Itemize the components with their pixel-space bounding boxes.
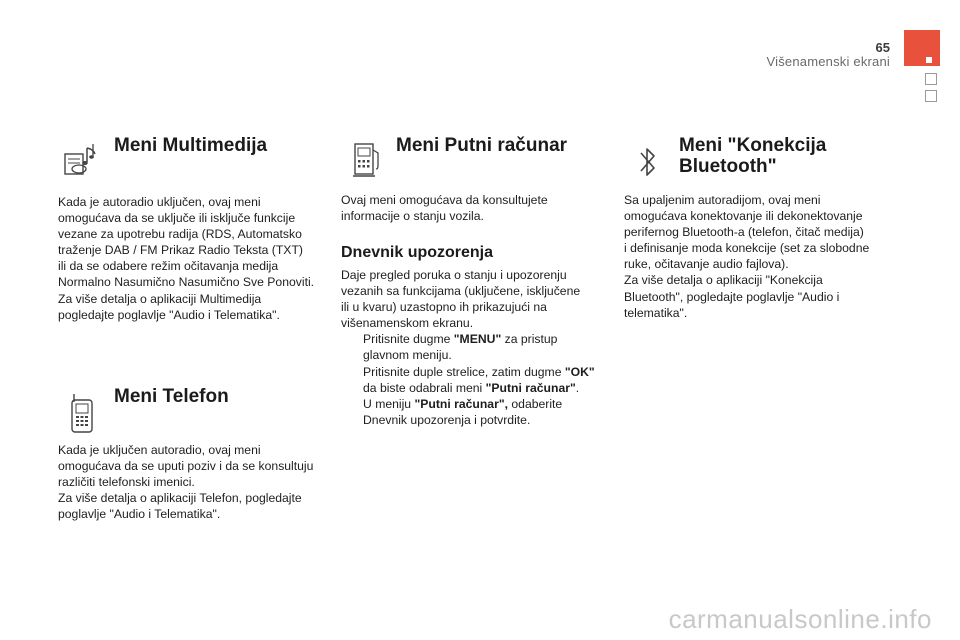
bluetooth-title	[679, 135, 826, 177]
list-item	[341, 396, 613, 428]
text-line: Daje pregled poruka o stanju i upozorenju	[341, 268, 567, 282]
text-line: vezane za upotrebu radija (RDS, Automatsko	[58, 227, 302, 242]
bluetooth-text	[624, 192, 904, 321]
steps-list	[341, 331, 613, 428]
text-line: Za više detalja o aplikaciji Multimedija	[58, 291, 262, 306]
fuel-pump-icon	[352, 140, 382, 180]
step-text: U meniju	[363, 396, 415, 411]
multimedia-text	[58, 194, 328, 323]
text-line: Kada je autoradio uključen, ovaj meni	[58, 195, 261, 209]
dnevnik-subtitle: Dnevnik upozorenja	[341, 244, 494, 261]
text-line: informacije o stanju vozila.	[341, 209, 484, 224]
text-line: omogućava da se uključe ili isključe funkcije	[58, 211, 296, 226]
tab-square	[925, 90, 937, 102]
text-line: Sa upaljenim autoradijom, ovaj meni	[624, 193, 821, 207]
text-line: perifernog Bluetooth-a (telefon, čitač medija)	[624, 225, 864, 240]
text-line: ili u kvaru) uzastopno ih prikazujući na	[341, 300, 547, 315]
step-text: Pritisnite duple strelice, zatim dugme	[363, 364, 565, 379]
text-line: i definisanje moda konekcije (set za slobodne	[624, 241, 870, 256]
step-keyword: "OK"	[564, 364, 595, 379]
mobile-phone-icon	[68, 392, 98, 434]
text-line: Kada je uključen autoradio, ovaj meni	[58, 443, 261, 457]
text-line: pogledajte poglavlje "Audio i Telematika".	[58, 307, 280, 322]
step-text: za pristup	[501, 332, 558, 347]
text-line: traženje DAB / FM Prikaz Radio Teksta (TXT)	[58, 243, 303, 258]
text-line: Za više detalja o aplikaciji Telefon, pogledajte	[58, 491, 302, 506]
text-line: omogućava konektovanje ili dekonektovanje	[624, 209, 863, 224]
putni-text	[341, 192, 611, 224]
telefon-title: Meni Telefon	[114, 386, 229, 407]
dnevnik-text	[341, 267, 613, 428]
text-line: višenamenskom ekranu.	[341, 316, 474, 331]
step-text: glavnom meniju.	[363, 348, 452, 363]
step-keyword: "MENU"	[453, 332, 502, 347]
step-text: Pritisnite dugme	[363, 332, 454, 347]
bluetooth-icon	[636, 142, 660, 182]
step-keyword: "Putni računar"	[485, 380, 576, 395]
text-line: ruke, očitavanje audio fajlova).	[624, 257, 789, 272]
text-line: ili da se odabere režim očitavanja medija	[58, 259, 279, 274]
title-line: Bluetooth"	[679, 156, 777, 177]
section-tab	[904, 30, 940, 66]
watermark: carmanualsonline.info	[668, 604, 932, 634]
text-line: Bluetooth", pogledajte poglavlje "Audio i	[624, 289, 840, 304]
text-line: različiti telefonski imenici.	[58, 475, 195, 490]
text-line: poglavlje "Audio i Telematika".	[58, 507, 221, 522]
page-number: 65	[875, 40, 890, 55]
text-line: telematika".	[624, 305, 688, 320]
step-keyword: "Putni računar",	[414, 396, 508, 411]
list-item	[341, 364, 613, 396]
multimedia-title: Meni Multimedija	[114, 135, 268, 156]
music-note-icon	[62, 140, 102, 180]
step-text: .	[575, 380, 580, 395]
text-line: Za više detalja o aplikaciji "Konekcija	[624, 273, 823, 288]
putni-title: Meni Putni računar	[396, 135, 568, 156]
telefon-text	[58, 442, 328, 522]
step-text: odaberite	[508, 396, 563, 411]
step-text: da biste odabrali meni	[363, 380, 486, 395]
section-title: Višenamenski ekrani	[766, 54, 890, 69]
text-line: Normalno Nasumično Nasumično Sve Ponoviti.	[58, 275, 315, 290]
text-line: vezanih sa funkcijama (uključene, isključene	[341, 284, 581, 299]
text-line: Ovaj meni omogućava da konsultujete	[341, 193, 548, 207]
tab-square	[925, 73, 937, 85]
title-line: Meni "Konekcija	[679, 135, 827, 156]
tab-marker	[926, 57, 932, 63]
step-text: Dnevnik upozorenja i potvrdite.	[363, 412, 531, 427]
list-item	[341, 331, 613, 363]
text-line: omogućava da se uputi poziv i da se konsultuju	[58, 459, 314, 474]
